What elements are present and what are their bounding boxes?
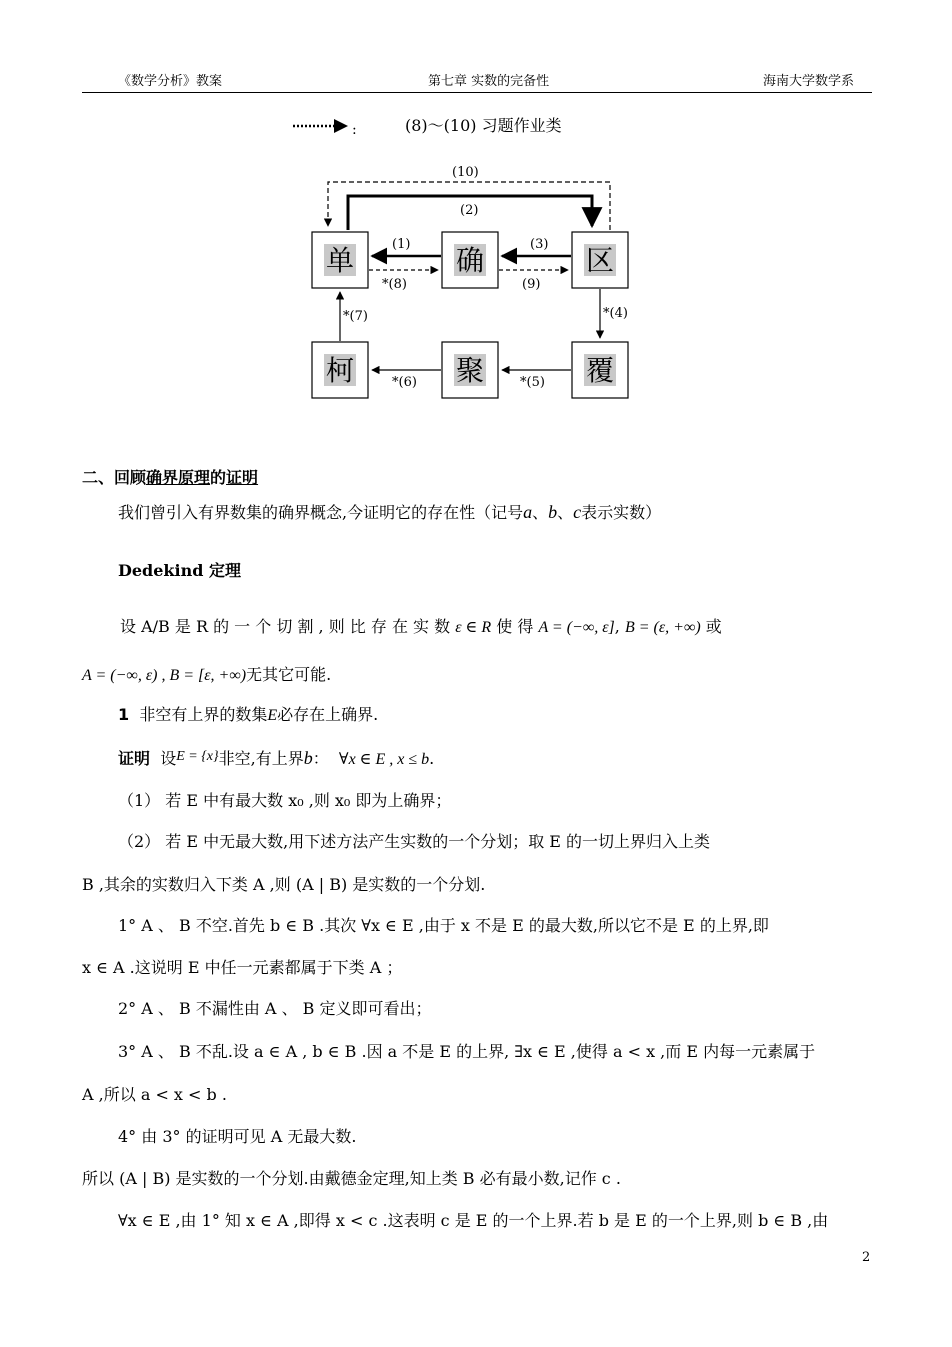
step-3-cont: A ,所以 a < x < b . xyxy=(82,1085,227,1104)
prop-E: E xyxy=(267,707,278,724)
proposition-1 xyxy=(118,704,378,727)
completeness-diagram xyxy=(300,160,645,410)
theorem-line2 xyxy=(82,664,331,687)
proof-m1: E = {x} xyxy=(176,749,219,764)
theorem-line1-or: 或 xyxy=(705,617,722,636)
theorem-math-2: A = (−∞, ε] xyxy=(538,619,615,636)
label-10: (10) xyxy=(452,165,479,180)
label-1: (1) xyxy=(392,237,411,252)
header-right: 海南大学数学系 xyxy=(763,74,855,89)
node-qu xyxy=(572,232,628,288)
node-ke-label: 柯 xyxy=(325,354,355,387)
label-9: (9) xyxy=(522,277,541,292)
proof-label: 证明 xyxy=(118,749,151,768)
proof-line xyxy=(118,746,434,771)
page-number: 2 xyxy=(862,1250,871,1265)
last-line: ∀x ∈ E ,由 1° 知 x ∈ A ,即得 x < c .这表明 c 是 E 的一个上界.若 b 是 E 的一个上界,则 b ∈ B ,由 xyxy=(118,1211,829,1230)
header-center: 第七章 实数的完备性 xyxy=(428,74,550,89)
node-ke xyxy=(312,342,368,398)
prop-text: 非空有上界的数集 xyxy=(139,705,268,724)
step-1-cont: x ∈ A .这说明 E 中任一元素都属于下类 A ； xyxy=(82,958,403,977)
node-dan-label: 单 xyxy=(325,244,355,277)
dotted-arrow-icon xyxy=(290,116,360,136)
step-3: 3° A 、 B 不乱.设 a ∈ A , b ∈ B .因 a 不是 E 的上界, ∃x ∈ E ,使得 a < x ,而 E 内每一元素属于 xyxy=(118,1042,816,1061)
proof-t3: ： xyxy=(312,749,329,768)
svg-text::: : xyxy=(352,122,357,136)
theorem-line1-mid: 使 得 xyxy=(496,617,534,636)
proof-t4: . xyxy=(429,749,435,768)
intro-a: a xyxy=(523,502,533,522)
prop-text2: 必存在上确界. xyxy=(277,705,379,724)
heading-mid: 的 xyxy=(210,468,227,487)
step-4: 4° 由 3° 的证明可见 A 无最大数. xyxy=(118,1127,357,1146)
node-fu xyxy=(572,342,628,398)
case-2: （2） 若 E 中无最大数,用下述方法产生实数的一个分划；取 E 的一切上界归入上类 xyxy=(118,832,711,851)
node-ju xyxy=(442,342,498,398)
proof-t2: 非空,有上界 xyxy=(218,749,304,768)
proof-m2: b xyxy=(303,748,313,768)
step-2: 2° A 、 B 不漏性由 A 、 B 定义即可看出； xyxy=(118,999,432,1018)
heading-underlined-2: 证明 xyxy=(226,468,259,487)
prop-number: 1 xyxy=(118,705,130,724)
node-ju-label: 聚 xyxy=(455,354,485,387)
intro-end: 表示实数） xyxy=(581,503,662,522)
intro-b: b xyxy=(548,502,558,522)
theorem-line2-math: A = (−∞, ε) , B = [ε, +∞) xyxy=(82,667,247,684)
label-2: (2) xyxy=(460,203,479,218)
intro-sep2: 、 xyxy=(557,503,574,522)
header-rule xyxy=(82,92,872,93)
proof-m3: ∀x ∈ E , x ≤ b xyxy=(338,751,430,768)
theorem-line1-text: 设 A/B 是 R 的 一 个 切 割 , 则 比 存 在 实 数 xyxy=(120,617,451,636)
proof-t1: 设 xyxy=(160,749,177,768)
node-que xyxy=(442,232,498,288)
theorem-line2-text: 无其它可能. xyxy=(246,665,332,684)
intro-text: 我们曾引入有界数集的确界概念,今证明它的存在性（记号 xyxy=(118,503,524,522)
theorem-line1 xyxy=(120,616,722,639)
label-4: *(4) xyxy=(603,306,628,321)
case-2-cont: B ,其余的实数归入下类 A ,则 (A | B) 是实数的一个分划. xyxy=(82,875,486,894)
label-6: *(6) xyxy=(392,375,417,390)
node-dan xyxy=(312,232,368,288)
node-que-label: 确 xyxy=(455,244,485,277)
header-left: 《数学分析》教案 xyxy=(118,74,223,89)
theorem-line1-comma: , xyxy=(614,617,620,636)
section-intro xyxy=(118,501,661,524)
heading-prefix: 二、回顾 xyxy=(82,468,147,487)
step-1: 1° A 、 B 不空.首先 b ∈ B .其次 ∀x ∈ E ,由于 x 不是 E 的最大数,所以它不是 E 的上界,即 xyxy=(118,916,769,935)
theorem-title: Dedekind 定理 xyxy=(118,561,241,580)
intro-sep1: 、 xyxy=(532,503,549,522)
intro-c: c xyxy=(573,502,582,522)
label-8: *(8) xyxy=(382,277,407,292)
node-fu-label: 覆 xyxy=(585,354,615,387)
legend-text: (8)～(10) 习题作业类 xyxy=(405,116,562,135)
conclusion: 所以 (A | B) 是实数的一个分划.由戴德金定理,知上类 B 必有最小数,记作 c . xyxy=(82,1169,621,1188)
heading-underlined-1: 确界原理 xyxy=(146,468,211,487)
label-5: *(5) xyxy=(520,375,545,390)
section-heading xyxy=(82,467,258,489)
node-qu-label: 区 xyxy=(585,244,615,277)
theorem-math-1: ε ∈ R xyxy=(455,619,492,636)
label-7: *(7) xyxy=(343,309,368,324)
theorem-math-3: B = (ε, +∞) xyxy=(624,619,701,636)
label-3: (3) xyxy=(530,237,549,252)
case-1: （1） 若 E 中有最大数 x₀ ,则 x₀ 即为上确界； xyxy=(118,791,452,810)
